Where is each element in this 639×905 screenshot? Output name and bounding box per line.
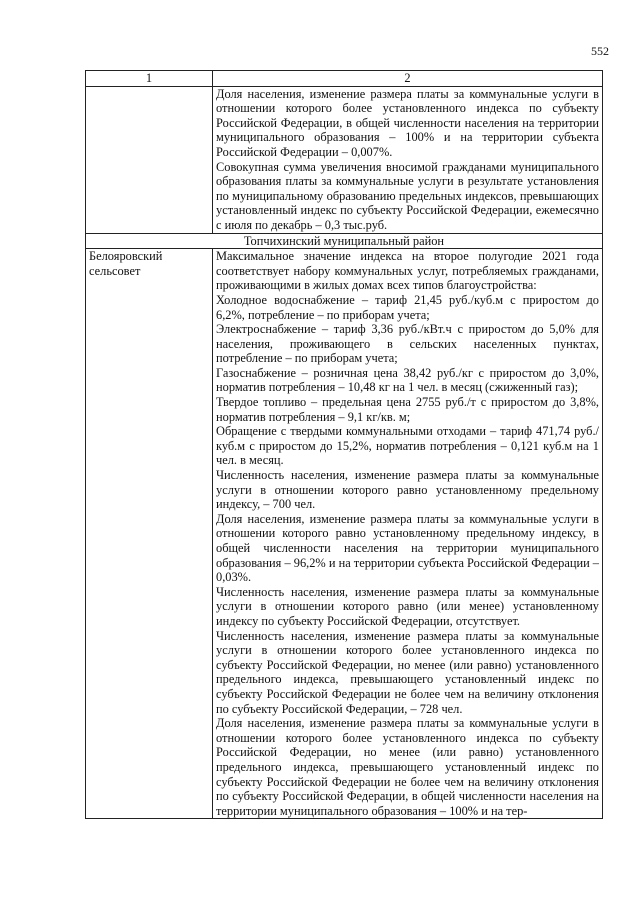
paragraph: Численность населения, изменение размера платы за коммунальные услуги в отношении которого равно установленному предельному индексу, – 700 чел.	[216, 468, 599, 512]
paragraph: Электроснабжение – тариф 3,36 руб./кВт.ч с приростом до 5,0% для населения, проживающего в сельских населенных пунктах, потребление – по приборам учета;	[216, 322, 599, 366]
description-cell	[213, 86, 603, 233]
description-cell	[213, 249, 603, 819]
column-header-2: 2	[213, 71, 603, 87]
paragraph: Доля населения, изменение размера платы за коммунальные услуги в отношении которого более установленного индекса по субъекту Российской Федерации, в общей численности населения на территории муниципального образования – 100% и на территории субъекта Российской Федерации – 0,007%.	[216, 86, 599, 159]
paragraph: Газоснабжение – розничная цена 38,42 руб./кг с приростом до 3,0%, норматив потребления – 10,48 кг на 1 чел. в месяц (сжиженный газ);	[216, 365, 599, 395]
empty-municipality-cell	[86, 86, 213, 233]
tariff-table	[85, 70, 603, 819]
paragraph: Твердое топливо – предельная цена 2755 руб./т с приростом до 3,8%, норматив потребления – 9,1 кг/кв. м;	[216, 395, 599, 424]
paragraph: Обращение с твердыми коммунальными отходами – тариф 471,74 руб./куб.м с приростом до 15,2%, норматив потребления – 0,121 куб.м на 1 чел. в месяц.	[216, 424, 599, 468]
paragraph: Совокупная сумма увеличения вносимой гражданами муниципального образования платы за коммунальные услуги в результате установления по муниципальному образованию предельных индексов, превышающих установленный индекс по субъекту Российской Федерации, ежемесячно с июля по декабрь – 0,3 тыс.руб.	[216, 159, 599, 232]
section-row	[86, 233, 603, 249]
paragraph: Доля населения, изменение размера платы за коммунальные услуги в отношении которого более установленного индекса по субъекту Российской Федерации, но менее (или равно) установленного предельного индекса, превышающего установленный индекс по субъекту Российской Федерации не более чем на величину отклонения по субъекту Российской Федерации, в общей численности населения на территории муниципального образования – 100% и на тер-	[216, 716, 599, 818]
section-title: Топчихинский муниципальный район	[86, 233, 603, 249]
table-row	[86, 249, 603, 819]
paragraph: Численность населения, изменение размера платы за коммунальные услуги в отношении которого равно (или менее) установленному индексу по субъекту Российской Федерации, отсутствует.	[216, 584, 599, 628]
paragraph: Численность населения, изменение размера платы за коммунальные услуги в отношении которого более установленного индекса по субъекту Российской Федерации, но менее (или равно) установленного предельного индекса, превышающего установленный индекс по субъекту Российской Федерации не более чем на величину отклонения по субъекту Российской Федерации, – 728 чел.	[216, 628, 599, 716]
header-row	[86, 71, 603, 87]
paragraph: Холодное водоснабжение – тариф 21,45 руб./куб.м с приростом до 6,2%, потребление – по приборам учета;	[216, 292, 599, 322]
paragraph: Максимальное значение индекса на второе полугодие 2021 года соответствует набору коммунальных услуг, потребляемых гражданами, проживающими в жилых домах всех типов благоустройства:	[216, 249, 599, 293]
municipality-name: Белояровский сельсовет	[89, 249, 163, 278]
page-number: 552	[591, 44, 609, 58]
paragraph: Доля населения, изменение размера платы за коммунальные услуги в отношении которого равно установленному предельному индексу, в общей численности населения на территории муниципального образования – 96,2% и на территории субъекта Российской Федерации – 0,03%.	[216, 511, 600, 585]
column-header-1: 1	[86, 71, 213, 87]
table-row	[86, 86, 603, 233]
municipality-cell	[86, 249, 213, 819]
